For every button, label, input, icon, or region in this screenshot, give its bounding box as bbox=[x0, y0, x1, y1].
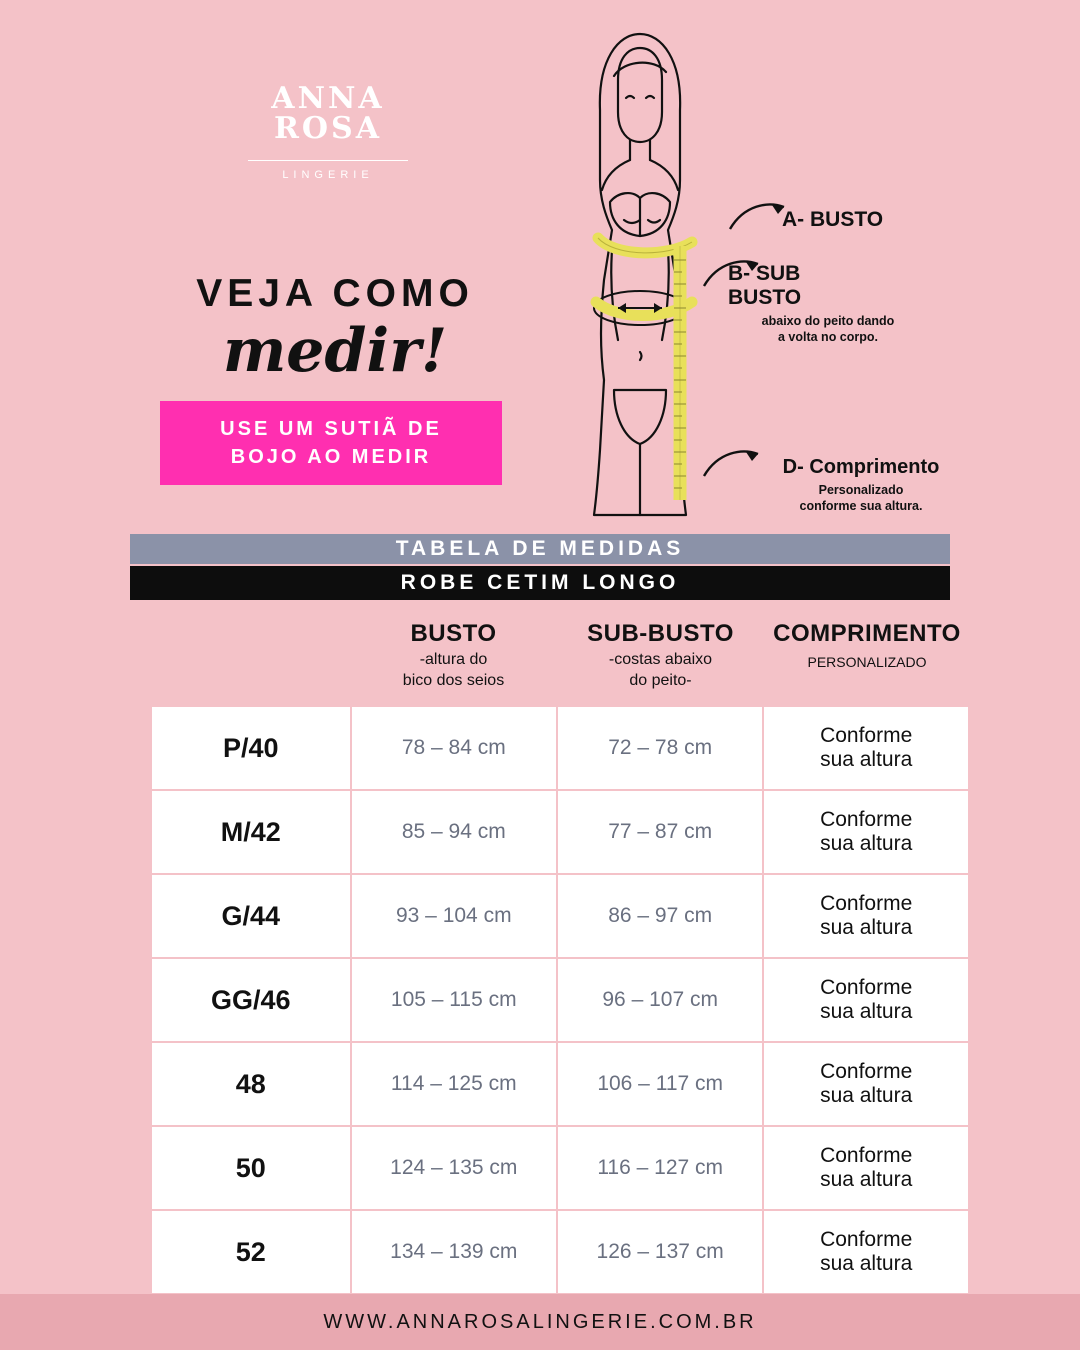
cell-size: 50 bbox=[151, 1126, 351, 1210]
cell-comprimento-line-2: sua altura bbox=[820, 748, 913, 771]
headline-block bbox=[160, 272, 510, 485]
cell-comprimento-line-1: Conforme bbox=[820, 891, 913, 915]
column-header-comprimento-label: COMPRIMENTO bbox=[773, 620, 961, 647]
column-header-subbusto-label: SUB-BUSTO bbox=[587, 620, 734, 647]
cell-size: G/44 bbox=[151, 874, 351, 958]
cell-comprimento bbox=[763, 958, 969, 1042]
cell-busto: 134 – 139 cm bbox=[351, 1210, 557, 1294]
badge-line-1: USE UM SUTIÃ DE bbox=[220, 418, 442, 440]
table-column-headers bbox=[150, 620, 970, 690]
footer-bar bbox=[0, 1294, 1080, 1350]
cell-comprimento bbox=[763, 706, 969, 790]
cell-busto: 85 – 94 cm bbox=[351, 790, 557, 874]
cell-busto: 78 – 84 cm bbox=[351, 706, 557, 790]
column-header-subbusto-sub-2: do peito- bbox=[629, 672, 692, 690]
callout-busto-title: A- BUSTO bbox=[782, 208, 884, 231]
cell-subbusto: 77 – 87 cm bbox=[557, 790, 763, 874]
column-header-comprimento bbox=[764, 620, 970, 690]
cell-comprimento-line-1: Conforme bbox=[820, 723, 913, 747]
table-row bbox=[151, 958, 969, 1042]
brand-subtitle: LINGERIE bbox=[282, 169, 374, 181]
brand-name: ANNA ROSA bbox=[271, 81, 385, 146]
column-header-size bbox=[150, 620, 350, 690]
cell-busto: 105 – 115 cm bbox=[351, 958, 557, 1042]
cell-size: 52 bbox=[151, 1210, 351, 1294]
callout-comprimento bbox=[756, 456, 966, 514]
callout-subbusto-title-1: B- SUB bbox=[728, 262, 801, 285]
measurements-table bbox=[150, 705, 970, 1295]
cell-comprimento-line-1: Conforme bbox=[820, 975, 913, 999]
cell-comprimento bbox=[763, 790, 969, 874]
callout-subbusto-title-2: BUSTO bbox=[728, 286, 802, 310]
column-header-subbusto bbox=[557, 620, 764, 690]
callout-subbusto-note-1: abaixo do peito dando bbox=[761, 314, 895, 329]
cell-comprimento-line-2: sua altura bbox=[820, 1252, 913, 1275]
cell-subbusto: 72 – 78 cm bbox=[557, 706, 763, 790]
cell-subbusto: 96 – 107 cm bbox=[557, 958, 763, 1042]
cell-size: M/42 bbox=[151, 790, 351, 874]
column-header-busto-label: BUSTO bbox=[410, 620, 497, 647]
cell-comprimento-line-2: sua altura bbox=[820, 1000, 913, 1023]
column-header-comprimento-sub: PERSONALIZADO bbox=[807, 654, 927, 670]
cell-comprimento bbox=[763, 1042, 969, 1126]
cell-subbusto: 86 – 97 cm bbox=[557, 874, 763, 958]
headline-line-1: VEJA COMO bbox=[196, 272, 474, 315]
cell-comprimento bbox=[763, 874, 969, 958]
cell-comprimento-line-2: sua altura bbox=[820, 832, 913, 855]
callout-comprimento-title: D- Comprimento bbox=[782, 456, 940, 478]
table-row bbox=[151, 1210, 969, 1294]
cell-comprimento-line-1: Conforme bbox=[820, 1059, 913, 1083]
cell-comprimento-line-2: sua altura bbox=[820, 916, 913, 939]
table-banner-title: TABELA DE MEDIDAS bbox=[130, 534, 950, 564]
cell-size: P/40 bbox=[151, 706, 351, 790]
headline-line-2: medir! bbox=[222, 316, 448, 386]
callout-subbusto bbox=[728, 262, 928, 346]
bra-advice-badge bbox=[160, 401, 502, 485]
cell-subbusto: 106 – 117 cm bbox=[557, 1042, 763, 1126]
cell-comprimento-line-1: Conforme bbox=[820, 1227, 913, 1251]
table-row bbox=[151, 874, 969, 958]
cell-subbusto: 126 – 137 cm bbox=[557, 1210, 763, 1294]
table-row bbox=[151, 706, 969, 790]
table-banner-product: ROBE CETIM LONGO bbox=[130, 566, 950, 600]
cell-busto: 93 – 104 cm bbox=[351, 874, 557, 958]
cell-comprimento bbox=[763, 1210, 969, 1294]
cell-comprimento-line-2: sua altura bbox=[820, 1084, 913, 1107]
column-header-busto-sub-2: bico dos seios bbox=[402, 672, 505, 690]
cell-size: GG/46 bbox=[151, 958, 351, 1042]
badge-line-2: BOJO AO MEDIR bbox=[230, 446, 432, 468]
column-header-busto-sub-1: -altura do bbox=[419, 651, 488, 668]
table-row bbox=[151, 1042, 969, 1126]
callout-busto bbox=[782, 208, 883, 232]
length-tape-icon bbox=[674, 246, 686, 500]
column-header-busto bbox=[350, 620, 557, 690]
callout-comprimento-note-2: conforme sua altura. bbox=[799, 498, 923, 513]
column-header-subbusto-sub-1: -costas abaixo bbox=[608, 651, 713, 668]
cell-comprimento bbox=[763, 1126, 969, 1210]
cell-comprimento-line-2: sua altura bbox=[820, 1168, 913, 1191]
brand-logo bbox=[248, 81, 408, 181]
cell-busto: 114 – 125 cm bbox=[351, 1042, 557, 1126]
cell-size: 48 bbox=[151, 1042, 351, 1126]
cell-comprimento-line-1: Conforme bbox=[820, 1143, 913, 1167]
callout-subbusto-note-2: a volta no corpo. bbox=[777, 329, 878, 344]
cell-comprimento-line-1: Conforme bbox=[820, 807, 913, 831]
table-row bbox=[151, 790, 969, 874]
logo-divider bbox=[248, 160, 408, 161]
cell-busto: 124 – 135 cm bbox=[351, 1126, 557, 1210]
table-row bbox=[151, 1126, 969, 1210]
callout-comprimento-note-1: Personalizado bbox=[818, 483, 904, 497]
footer-website[interactable]: WWW.ANNAROSALINGERIE.COM.BR bbox=[323, 1310, 757, 1333]
cell-subbusto: 116 – 127 cm bbox=[557, 1126, 763, 1210]
